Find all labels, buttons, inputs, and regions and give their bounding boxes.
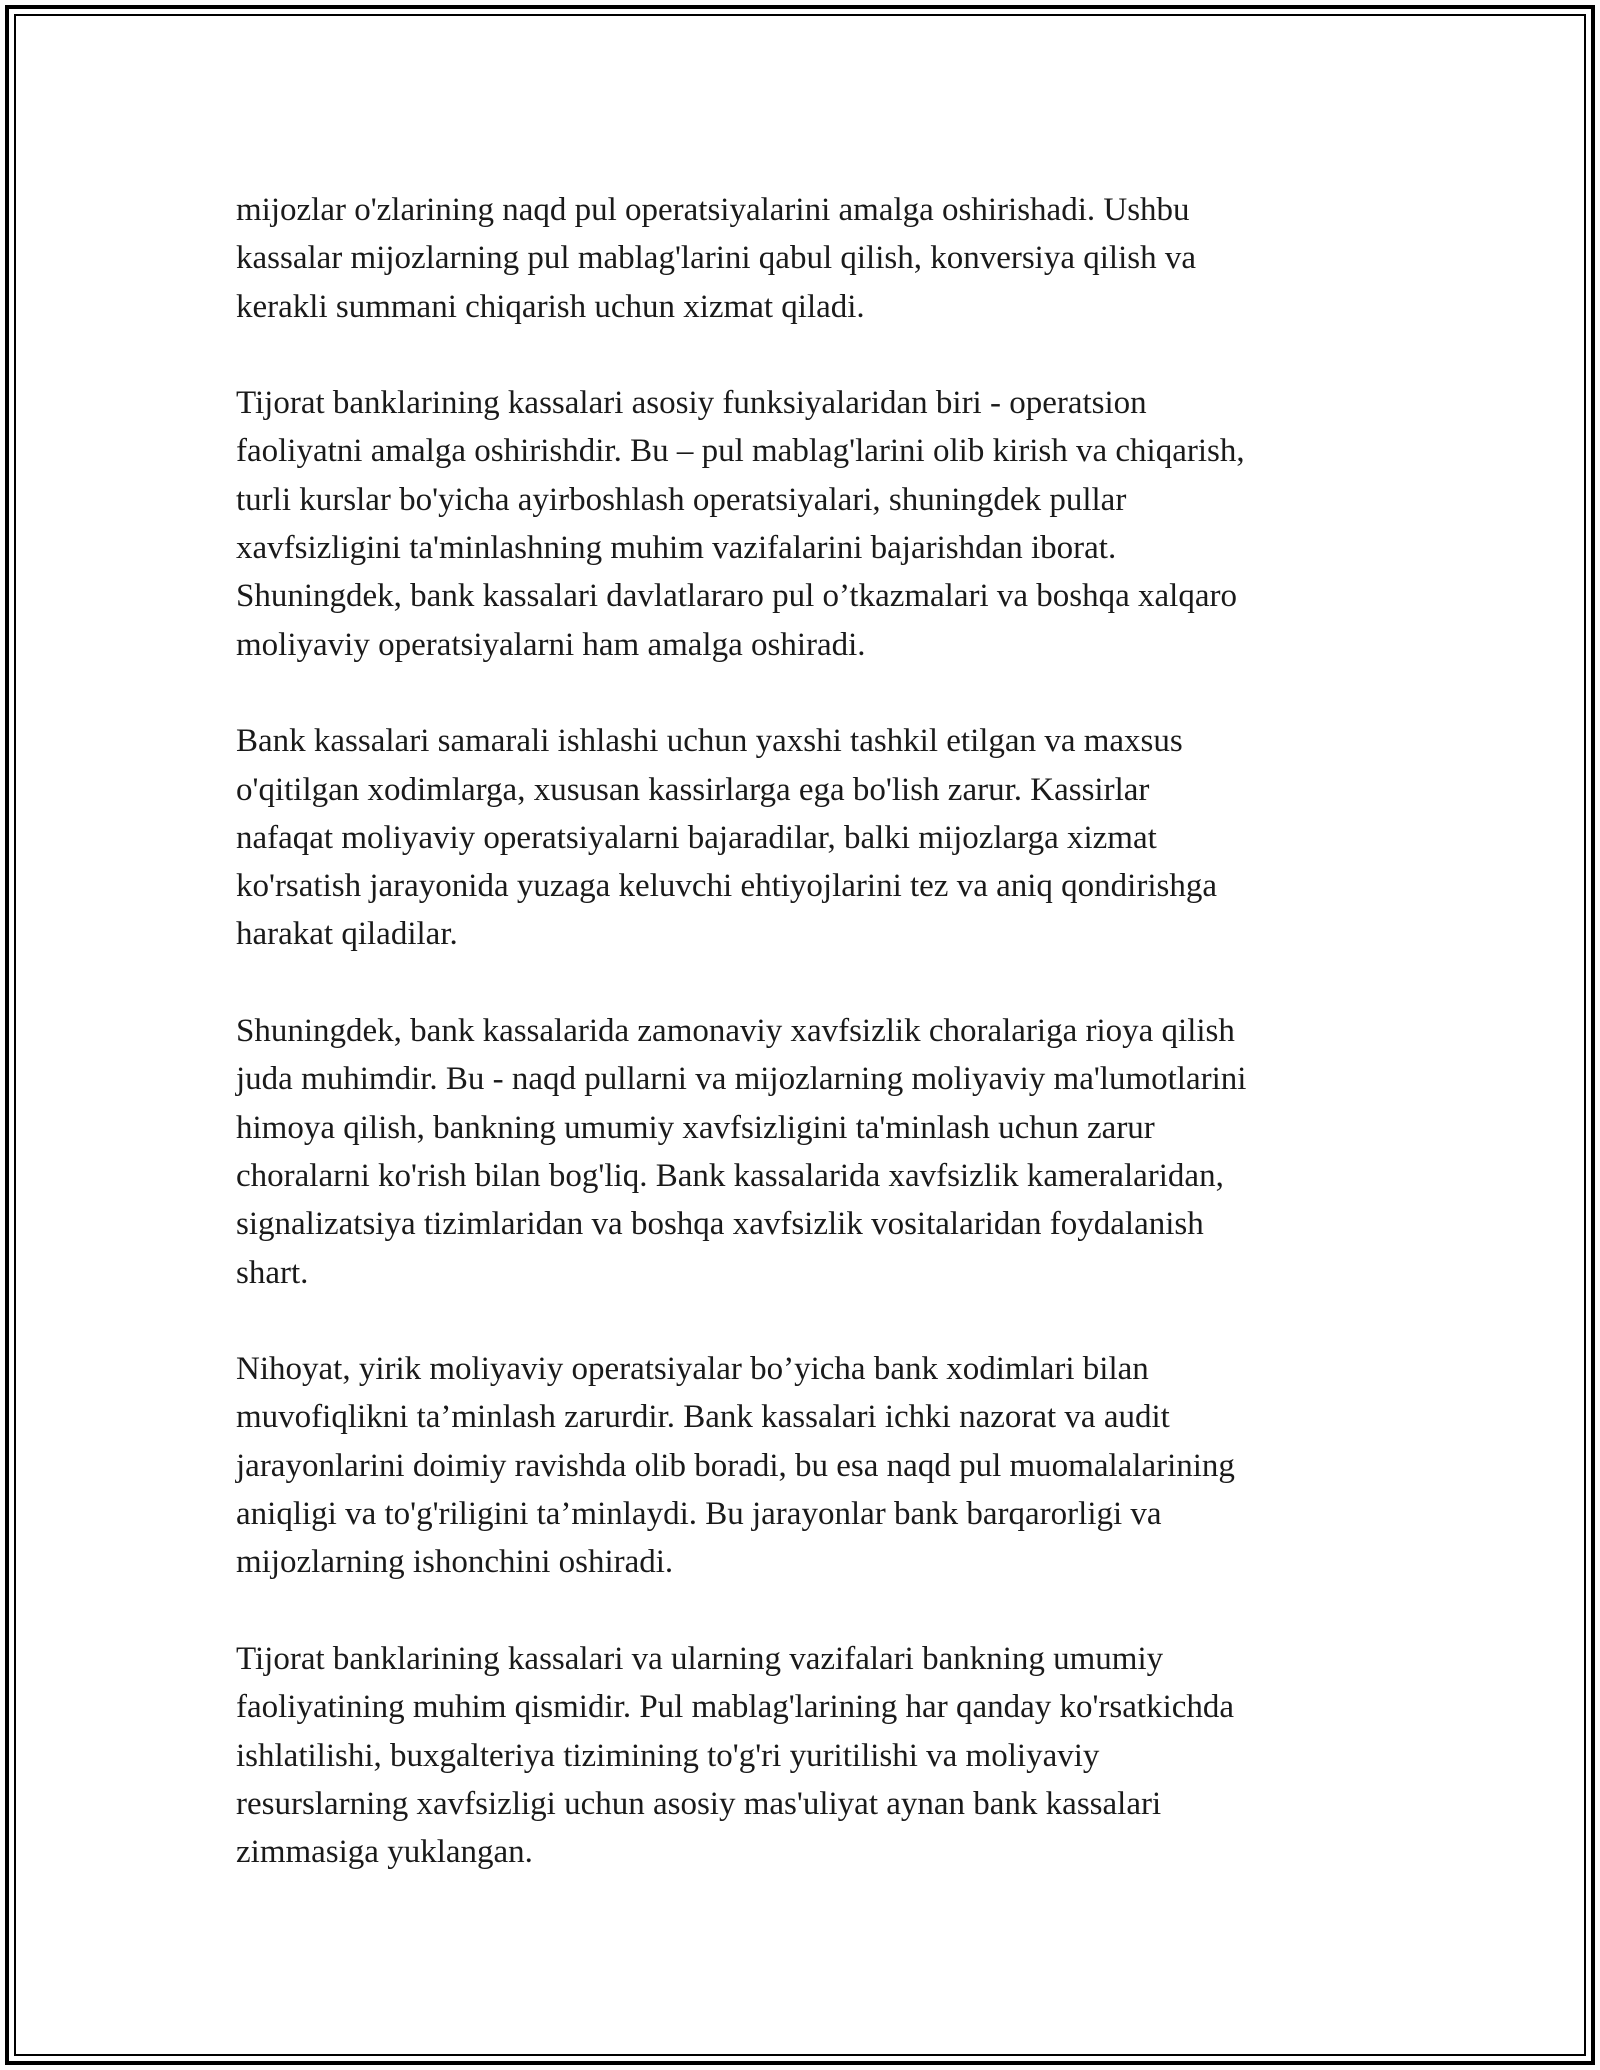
text-line: Shuningdek, bank kassalari davlatlararo pul o’tkazmalari va boshqa xalqaro	[236, 578, 1237, 615]
text-line: nafaqat moliyaviy operatsiyalarni bajaradilar, balki mijozlarga xizmat	[236, 819, 1157, 856]
text-line: moliyaviy operatsiyalarni ham amalga oshiradi.	[236, 626, 866, 663]
text-line: muvofiqlikni ta’minlash zarurdir. Bank kassalari ichki nazorat va audit	[236, 1399, 1170, 1436]
text-line: ishlatilishi, buxgalteriya tizimining to'g'ri yuritilishi va moliyaviy	[236, 1737, 1100, 1774]
paragraph-2	[236, 379, 1376, 669]
text-line: kassalar mijozlarning pul mablag'larini qabul qilish, konversiya qilish va	[236, 240, 1196, 277]
text-line: kerakli summani chiqarish uchun xizmat qiladi.	[236, 288, 865, 325]
text-line: shart.	[236, 1254, 309, 1291]
text-line: Nihoyat, yirik moliyaviy operatsiyalar bo’yicha bank xodimlari bilan	[236, 1351, 1149, 1388]
text-line: signalizatsiya tizimlaridan va boshqa xavfsizlik vositalaridan foydalanish	[236, 1206, 1204, 1243]
text-line: jarayonlarini doimiy ravishda olib boradi, bu esa naqd pul muomalalarining	[236, 1447, 1235, 1484]
text-line: Tijorat banklarining kassalari va ularning vazifalari bankning umumiy	[236, 1640, 1164, 1677]
text-line: Tijorat banklarining kassalari asosiy funksiyalaridan biri - operatsion	[236, 385, 1147, 422]
paragraph-4	[236, 1007, 1376, 1297]
text-line: harakat qiladilar.	[236, 916, 458, 953]
text-line: Bank kassalari samarali ishlashi uchun yaxshi tashkil etilgan va maxsus	[236, 723, 1183, 760]
text-line: himoya qilish, bankning umumiy xavfsizligini ta'minlash uchun zarur	[236, 1109, 1155, 1146]
text-line: faoliyatni amalga oshirishdir. Bu – pul mablag'larini olib kirish va chiqarish,	[236, 433, 1245, 470]
text-line: o'qitilgan xodimlarga, xususan kassirlarga ega bo'lish zarur. Kassirlar	[236, 771, 1150, 808]
text-line: mijozlarning ishonchini oshiradi.	[236, 1544, 674, 1581]
text-line: aniqligi va to'g'riligini ta’minlaydi. Bu jarayonlar bank barqarorligi va	[236, 1496, 1162, 1533]
text-line: mijozlar o'zlarining naqd pul operatsiyalarini amalga oshirishadi. Ushbu	[236, 192, 1190, 228]
text-line: ko'rsatish jarayonida yuzaga keluvchi ehtiyojlarini tez va aniq qondirishga	[236, 868, 1217, 905]
document-body	[236, 186, 1376, 1876]
text-line: zimmasiga yuklangan.	[236, 1834, 533, 1871]
paragraph-5	[236, 1345, 1376, 1586]
text-line: xavfsizligini ta'minlashning muhim vazifalarini bajarishdan iborat.	[236, 530, 1117, 567]
paragraph-6	[236, 1635, 1376, 1876]
paragraph-1	[236, 186, 1376, 331]
text-line: juda muhimdir. Bu - naqd pullarni va mijozlarning moliyaviy ma'lumotlarini	[236, 1061, 1247, 1098]
text-line: turli kurslar bo'yicha ayirboshlash operatsiyalari, shuningdek pullar	[236, 481, 1127, 518]
paragraph-3	[236, 717, 1376, 958]
text-line: choralarni ko'rish bilan bog'liq. Bank kassalarida xavfsizlik kameralaridan,	[236, 1157, 1224, 1194]
text-line: faoliyatining muhim qismidir. Pul mablag'larining har qanday ko'rsatkichda	[236, 1689, 1235, 1726]
text-line: resurslarning xavfsizligi uchun asosiy mas'uliyat aynan bank kassalari	[236, 1785, 1162, 1822]
text-line: Shuningdek, bank kassalarida zamonaviy xavfsizlik choralariga rioya qilish	[236, 1013, 1235, 1050]
